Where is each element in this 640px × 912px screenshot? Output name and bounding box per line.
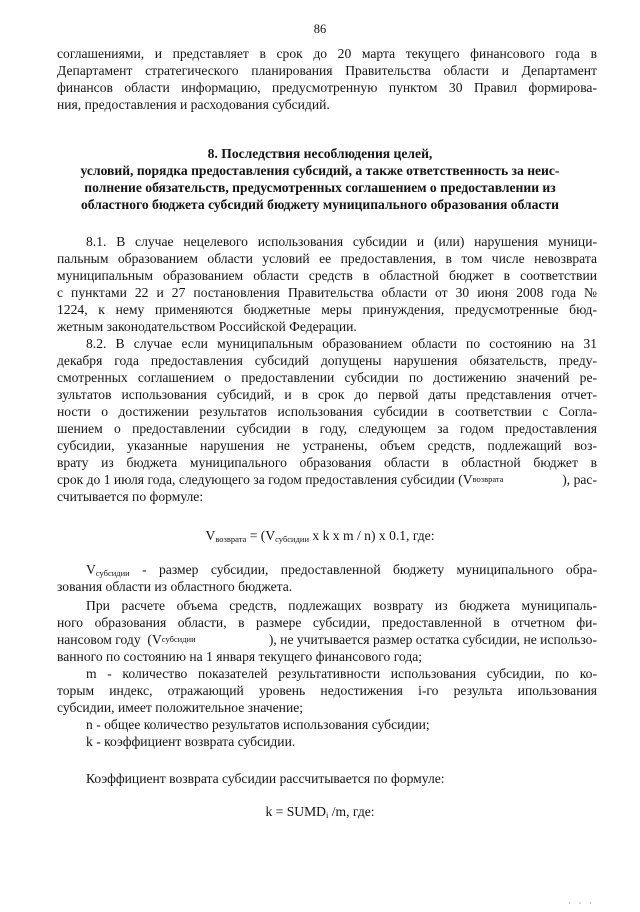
text-line: При расчете объема средств, подлежащих возврату из бюджета муниципаль-	[86, 598, 597, 613]
text-line	[57, 471, 597, 488]
text-line: смотренных соглашением о предоставлении субсидии по достижению значений ре-	[57, 370, 597, 385]
text-line	[57, 631, 597, 648]
heading-line: условий, порядка предоставления субсидий, а также ответственность за неис-	[80, 163, 560, 178]
subscript: i	[326, 810, 329, 820]
subscript: субсидии	[275, 534, 310, 544]
text-fragment: ), рас-	[562, 472, 597, 487]
formula-text: /m, где:	[328, 804, 375, 819]
text-line: Коэффициент возврата субсидии рассчитывается по формуле:	[86, 771, 445, 786]
heading-line: областного бюджета субсидий бюджету муниципального образования области	[80, 197, 560, 212]
text-line: жетным законодательством Российской Федерации.	[57, 319, 357, 334]
text-line: субсидии, указанные нарушения не устранены, объем средств, подлежащий воз-	[57, 438, 597, 453]
coefficient-intro	[57, 770, 597, 787]
formula-v-vozvrata	[0, 527, 640, 548]
heading-line: 8. Последствия несоблюдения целей,	[207, 146, 433, 161]
text-line: n - общее количество результатов использования субсидии;	[86, 717, 430, 732]
corner-mark: · · ·	[568, 899, 595, 908]
text-line: врату из бюджета муниципального образования области в областной бюджет в	[57, 455, 597, 470]
subscript: субсидии	[161, 634, 196, 644]
formula-text: x k x m / n) x 0.1, где:	[309, 528, 435, 543]
text-line: муниципальным образованием области средств в областной бюджет в соответствии	[57, 268, 597, 283]
text-line: торым индекс, отражающий уровень недостижения i-го результа ипользования	[57, 683, 597, 698]
text-fragment: - размер субсидии, предоставленной бюджету муниципального обра-	[129, 562, 597, 577]
text-line: Департамент стратегического планирования Правительства области и Департамент	[57, 63, 597, 78]
definition-n-k	[57, 716, 597, 750]
text-line: зования области из областного бюджета.	[57, 579, 293, 594]
formula-text: = (V	[246, 528, 276, 543]
text-line: с пунктами 22 и 27 постановления Правительства области от 30 июня 2008 года №	[57, 285, 597, 300]
text-line: ния, предоставления и расходования субсидий.	[57, 97, 330, 112]
intro-paragraph	[57, 45, 597, 113]
subscript: возврата	[472, 474, 504, 484]
page-number: 86	[313, 22, 327, 36]
definition-v-subsidii	[57, 561, 597, 595]
text-line: зультатов использования субсидий, и в срок до первой даты представления отчет-	[57, 387, 597, 402]
formula-symbol: V	[86, 562, 96, 577]
text-line: шением о предоставлении субсидии в году, следующем за годом предоставления	[57, 421, 597, 436]
text-line: 8.2. В случае если муниципальным образованием области по состоянию на 31	[86, 336, 597, 351]
definition-m	[57, 665, 597, 716]
text-line: соглашениями, и представляет в срок до 20 марта текущего финансового года в	[57, 46, 597, 61]
subscript: субсидии	[95, 568, 130, 578]
text-fragment: ), не учитывается размер остатка субсидии, не использо-	[268, 632, 597, 647]
formula-k	[0, 803, 640, 824]
heading-line: полнение обязательств, предусмотренных соглашением о предоставлении из	[84, 180, 556, 195]
text-line: ности о достижении результатов использования субсидии в соответствии с Согла-	[57, 404, 597, 419]
text-fragment: нансовом году (V	[57, 632, 162, 647]
text-line: субсидии, имеет положительное значение;	[57, 700, 304, 715]
calculation-paragraph	[57, 597, 597, 665]
subscript: возврата	[215, 534, 247, 544]
text-line: пальным образованием области условий ее предоставления, в том числе невозврата	[57, 251, 597, 266]
section-heading	[40, 145, 600, 213]
text-line: m - количество показателей результативности использования субсидии, по ко-	[86, 666, 597, 681]
formula-text: k = SUMD	[265, 804, 326, 819]
paragraph-8-1	[57, 233, 597, 335]
text-line: финансов области информацию, предусмотренную пунктом 30 Правил формирова-	[57, 80, 597, 95]
text-line: считывается по формуле:	[57, 489, 204, 504]
text-line: 8.1. В случае нецелевого использования субсидии и (или) нарушения муници-	[86, 234, 597, 249]
text-line	[57, 561, 597, 578]
text-fragment: срок до 1 июля года, следующего за годом предоставления субсидии (V	[57, 472, 473, 487]
text-line: ванного по состоянию на 1 января текущего финансового года;	[57, 649, 423, 664]
text-line: декабря года предоставления субсидий допущены нарушения обязательств, преду-	[57, 353, 597, 368]
text-line: 1224, к нему применяются бюджетные меры принуждения, предусмотренные бюд-	[57, 302, 597, 317]
text-line: k - коэффициент возврата субсидии.	[86, 734, 296, 749]
text-line: ного образования области, в размере субсидии, предоставленной в отчетном фи-	[57, 615, 597, 630]
paragraph-8-2	[57, 335, 597, 505]
formula-symbol: V	[205, 528, 216, 543]
